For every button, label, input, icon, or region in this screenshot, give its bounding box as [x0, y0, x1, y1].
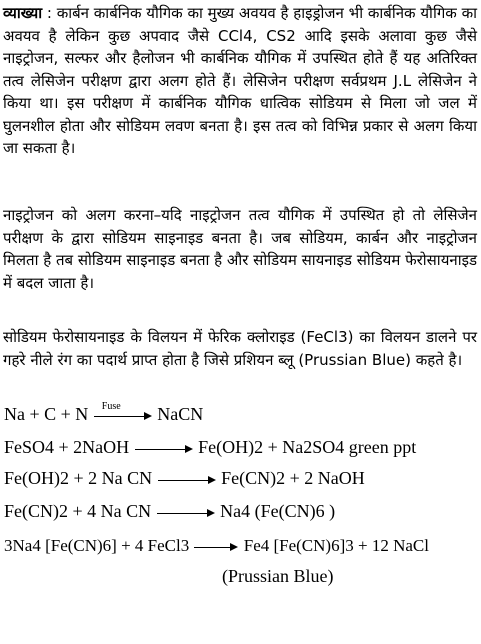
equation-2	[4, 437, 416, 458]
reaction-arrow-icon	[158, 473, 216, 487]
equation-5	[4, 536, 429, 556]
paragraph-nitrogen	[3, 204, 477, 294]
explanation-heading: व्याख्या	[3, 4, 43, 22]
reaction-arrow-icon	[157, 506, 215, 520]
eq5-caption: (Prussian Blue)	[222, 566, 334, 586]
eq5-reactants: 3Na4 [Fe(CN)6] + 4 FeCl3	[4, 536, 190, 555]
equation-1	[4, 400, 204, 425]
fuse-arrow-icon	[94, 400, 152, 423]
eq5-products: Fe4 [Fe(CN)6]3 + 12 NaCl	[243, 536, 429, 555]
explanation-text: : कार्बन कार्बनिक यौगिक का मुख्य अवयव है हाइड्रोजन भी कार्बनिक यौगिक का अवयव है लेकिन कुछ अपवाद जैसे CCl4, CS2 आदि इसके अलावा कुछ जैसे नाइट्रोजन, सल्फर और हैलोजन भी कार्बनिक यौगिक में उपस्थित होते हैं यह अतिरिक्त तत्व लेसिजेन परीक्षण द्वारा अलग होते हैं। लेसिजेन परीक्षण सर्वप्रथम J.L लेसिजेन ने किया था। इस परीक्षण में कार्बनिक यौगिक धात्विक सोडियम से मिला जो जल में घुलनशील होता और सोडियम लवण बनता है। इस तत्व को विभिन्न प्रकार से अलग किया जा सकता है।	[3, 4, 477, 157]
eq3-products: Fe(CN)2 + 2 NaOH	[221, 468, 365, 488]
equation-4	[4, 501, 335, 522]
reaction-arrow-icon	[135, 442, 193, 456]
paragraph-prussian-blue	[3, 326, 477, 371]
reaction-arrow-icon	[194, 540, 238, 554]
eq1-arrow-label: Fuse	[101, 400, 121, 412]
prussian-blue-text: सोडियम फेरोसायनाइड के विलयन में फेरिक क्लोराइड (FeCl3) का विलयन डालने पर गहरे नीले रंग का पदार्थ प्राप्त होता है जिसे प्रशियन ब्लू (Prussian Blue) कहते है।	[3, 328, 477, 369]
eq1-products: NaCN	[157, 404, 204, 424]
eq1-reactants: Na + C + N	[4, 404, 89, 424]
eq4-reactants: Fe(CN)2 + 4 Na CN	[4, 501, 152, 521]
eq2-products: Fe(OH)2 + Na2SO4 green ppt	[198, 437, 417, 457]
eq3-reactants: Fe(OH)2 + 2 Na CN	[4, 468, 153, 488]
equation-3	[4, 468, 365, 489]
eq2-reactants: FeSO4 + 2NaOH	[4, 437, 130, 457]
paragraph-explanation	[3, 2, 477, 160]
nitrogen-text: नाइट्रोजन को अलग करना–यदि नाइट्रोजन तत्व यौगिक में उपस्थित हो तो लेसिजेन परीक्षण के द्वारा सोडियम साइनाइड बनता है। जब सोडियम, कार्बन और नाइट्रोजन मिलता है तब सोडियम साइनाइड बनता है और सोडियम सायनाइड सोडियम फेरोसायनाइड में बदल जाता है।	[3, 206, 477, 292]
eq4-products: Na4 (Fe(CN)6 )	[220, 501, 336, 521]
